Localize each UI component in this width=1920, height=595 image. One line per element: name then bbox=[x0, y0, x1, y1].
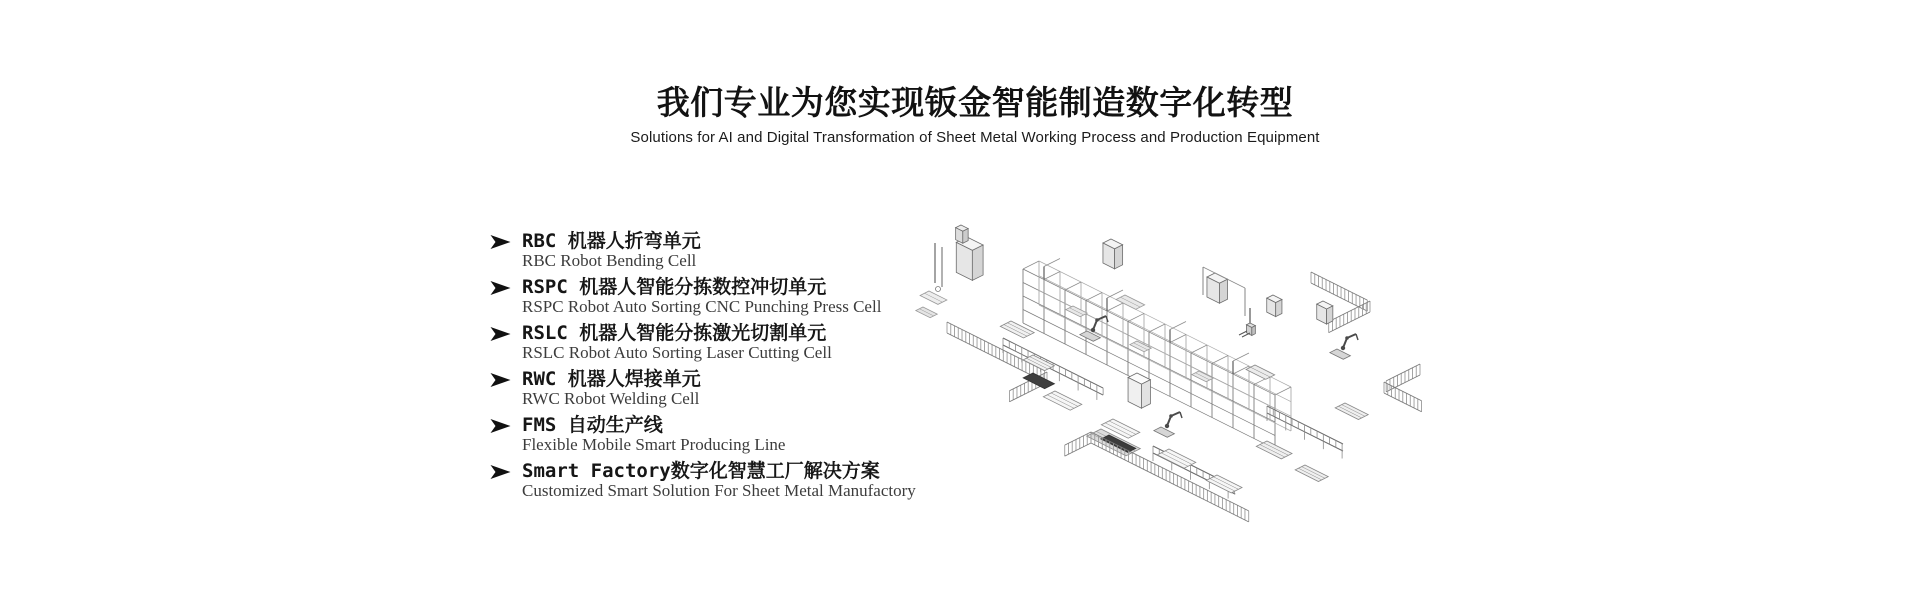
arrow-bullet-icon bbox=[490, 418, 511, 434]
page-subtitle: Solutions for AI and Digital Transformation of Sheet Metal Working Process and Production Equipment bbox=[630, 128, 1320, 146]
product-list-item bbox=[490, 231, 960, 270]
product-list-item bbox=[490, 369, 960, 408]
arrow-bullet-icon bbox=[490, 464, 511, 480]
product-label: RWC 机器人焊接单元 bbox=[522, 368, 701, 390]
product-sublabel: Customized Smart Solution For Sheet Metal Manufactory bbox=[522, 481, 916, 500]
hero-heading-block bbox=[0, 84, 1920, 146]
product-label: RBC 机器人折弯单元 bbox=[522, 230, 701, 252]
product-label: RSLC 机器人智能分拣激光切割单元 bbox=[522, 322, 827, 344]
product-label: FMS 自动生产线 bbox=[522, 414, 663, 436]
product-label: RSPC 机器人智能分拣数控冲切单元 bbox=[522, 276, 827, 298]
product-list-item bbox=[490, 415, 960, 454]
product-sublabel: RSPC Robot Auto Sorting CNC Punching Press Cell bbox=[522, 297, 882, 316]
product-list-item bbox=[490, 323, 960, 362]
product-list-item bbox=[490, 277, 960, 316]
factory-line-illustration bbox=[915, 203, 1430, 543]
product-list bbox=[490, 231, 960, 507]
product-sublabel: Flexible Mobile Smart Producing Line bbox=[522, 435, 786, 454]
arrow-bullet-icon bbox=[490, 234, 511, 250]
product-sublabel: RSLC Robot Auto Sorting Laser Cutting Cell bbox=[522, 343, 832, 362]
product-list-item bbox=[490, 461, 960, 500]
product-label: Smart Factory数字化智慧工厂解决方案 bbox=[522, 460, 880, 482]
product-sublabel: RWC Robot Welding Cell bbox=[522, 389, 700, 408]
product-sublabel: RBC Robot Bending Cell bbox=[522, 251, 697, 270]
arrow-bullet-icon bbox=[490, 326, 511, 342]
arrow-bullet-icon bbox=[490, 372, 511, 388]
arrow-bullet-icon bbox=[490, 280, 511, 296]
page-title: 我们专业为您实现钣金智能制造数字化转型 bbox=[656, 83, 1294, 122]
